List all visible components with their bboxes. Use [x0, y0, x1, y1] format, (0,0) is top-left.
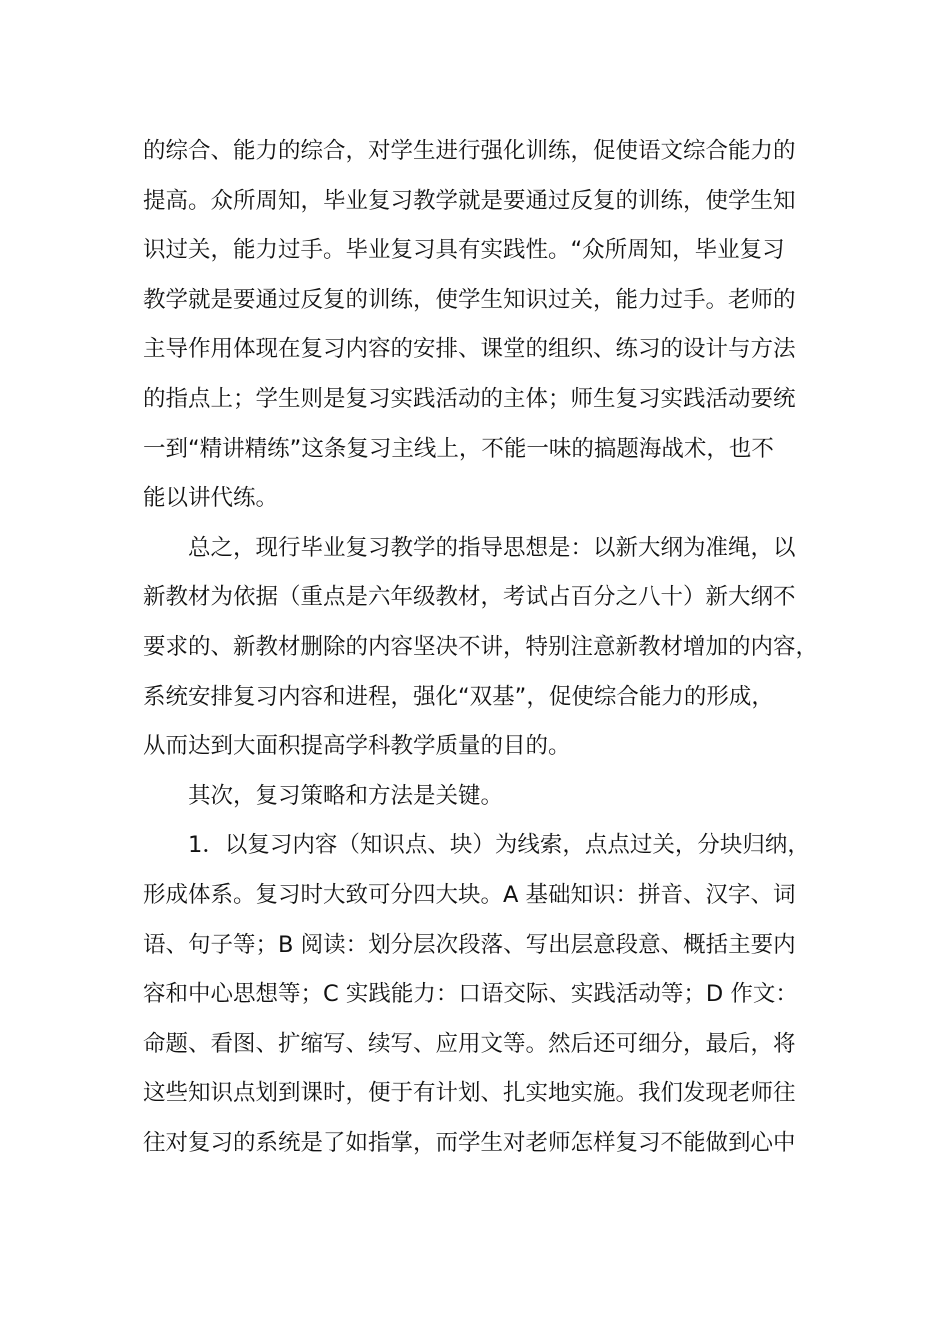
- paragraph-start-line: 总之，现行毕业复习教学的指导思想是：以新大纲为准绳，以: [188, 534, 796, 561]
- text-line: 提高。众所周知，毕业复习教学就是要通过反复的训练，使学生知: [143, 187, 796, 214]
- paragraph-start-line: 其次，复习策略和方法是关键。: [188, 782, 504, 809]
- text-line: 的指点上；学生则是复习实践活动的主体；师生复习实践活动要统: [143, 385, 796, 412]
- text-line: 的综合、能力的综合，对学生进行强化训练，促使语文综合能力的: [143, 138, 796, 164]
- text-line: 能以讲代练。: [143, 485, 279, 512]
- text-line: 系统安排复习内容和进程，强化“双基”，促使综合能力的形成，: [143, 683, 774, 710]
- text-line: 教学就是要通过反复的训练，使学生知识过关，能力过手。老师的: [143, 286, 796, 313]
- text-line: 新教材为依据（重点是六年级教材，考试占百分之八十）新大纲不: [143, 584, 796, 611]
- text-line: 识过关，能力过手。毕业复习具有实践性。“众所周知，毕业复习: [143, 237, 785, 264]
- text-line: 语、句子等；B 阅读：划分层次段落、写出层意段意、概括主要内: [143, 931, 796, 958]
- body-text: [143, 127, 819, 1168]
- text-line: 这些知识点划到课时，便于有计划、扎实地实施。我们发现老师往: [143, 1080, 796, 1107]
- text-line: 往对复习的系统是了如指掌，而学生对老师怎样复习不能做到心中: [143, 1129, 796, 1156]
- text-line: 容和中心思想等；C 实践能力：口语交际、实践活动等；D 作文：: [143, 981, 798, 1008]
- text-line: 要求的、新教材删除的内容坚决不讲，特别注意新教材增加的内容，: [143, 633, 819, 660]
- text-line: 一到“精讲精练”这条复习主线上，不能一味的搞题海战术，也不: [143, 435, 774, 462]
- text-line: 形成体系。复习时大致可分四大块。A 基础知识：拼音、汉字、词: [143, 881, 796, 908]
- text-line: 主导作用体现在复习内容的安排、课堂的组织、练习的设计与方法: [143, 336, 796, 363]
- text-line: 命题、看图、扩缩写、续写、应用文等。然后还可细分，最后，将: [143, 1030, 796, 1057]
- paragraph-start-line: 1．以复习内容（知识点、块）为线索，点点过关，分块归纳，: [188, 832, 810, 859]
- text-line: 从而达到大面积提高学科教学质量的目的。: [143, 733, 571, 760]
